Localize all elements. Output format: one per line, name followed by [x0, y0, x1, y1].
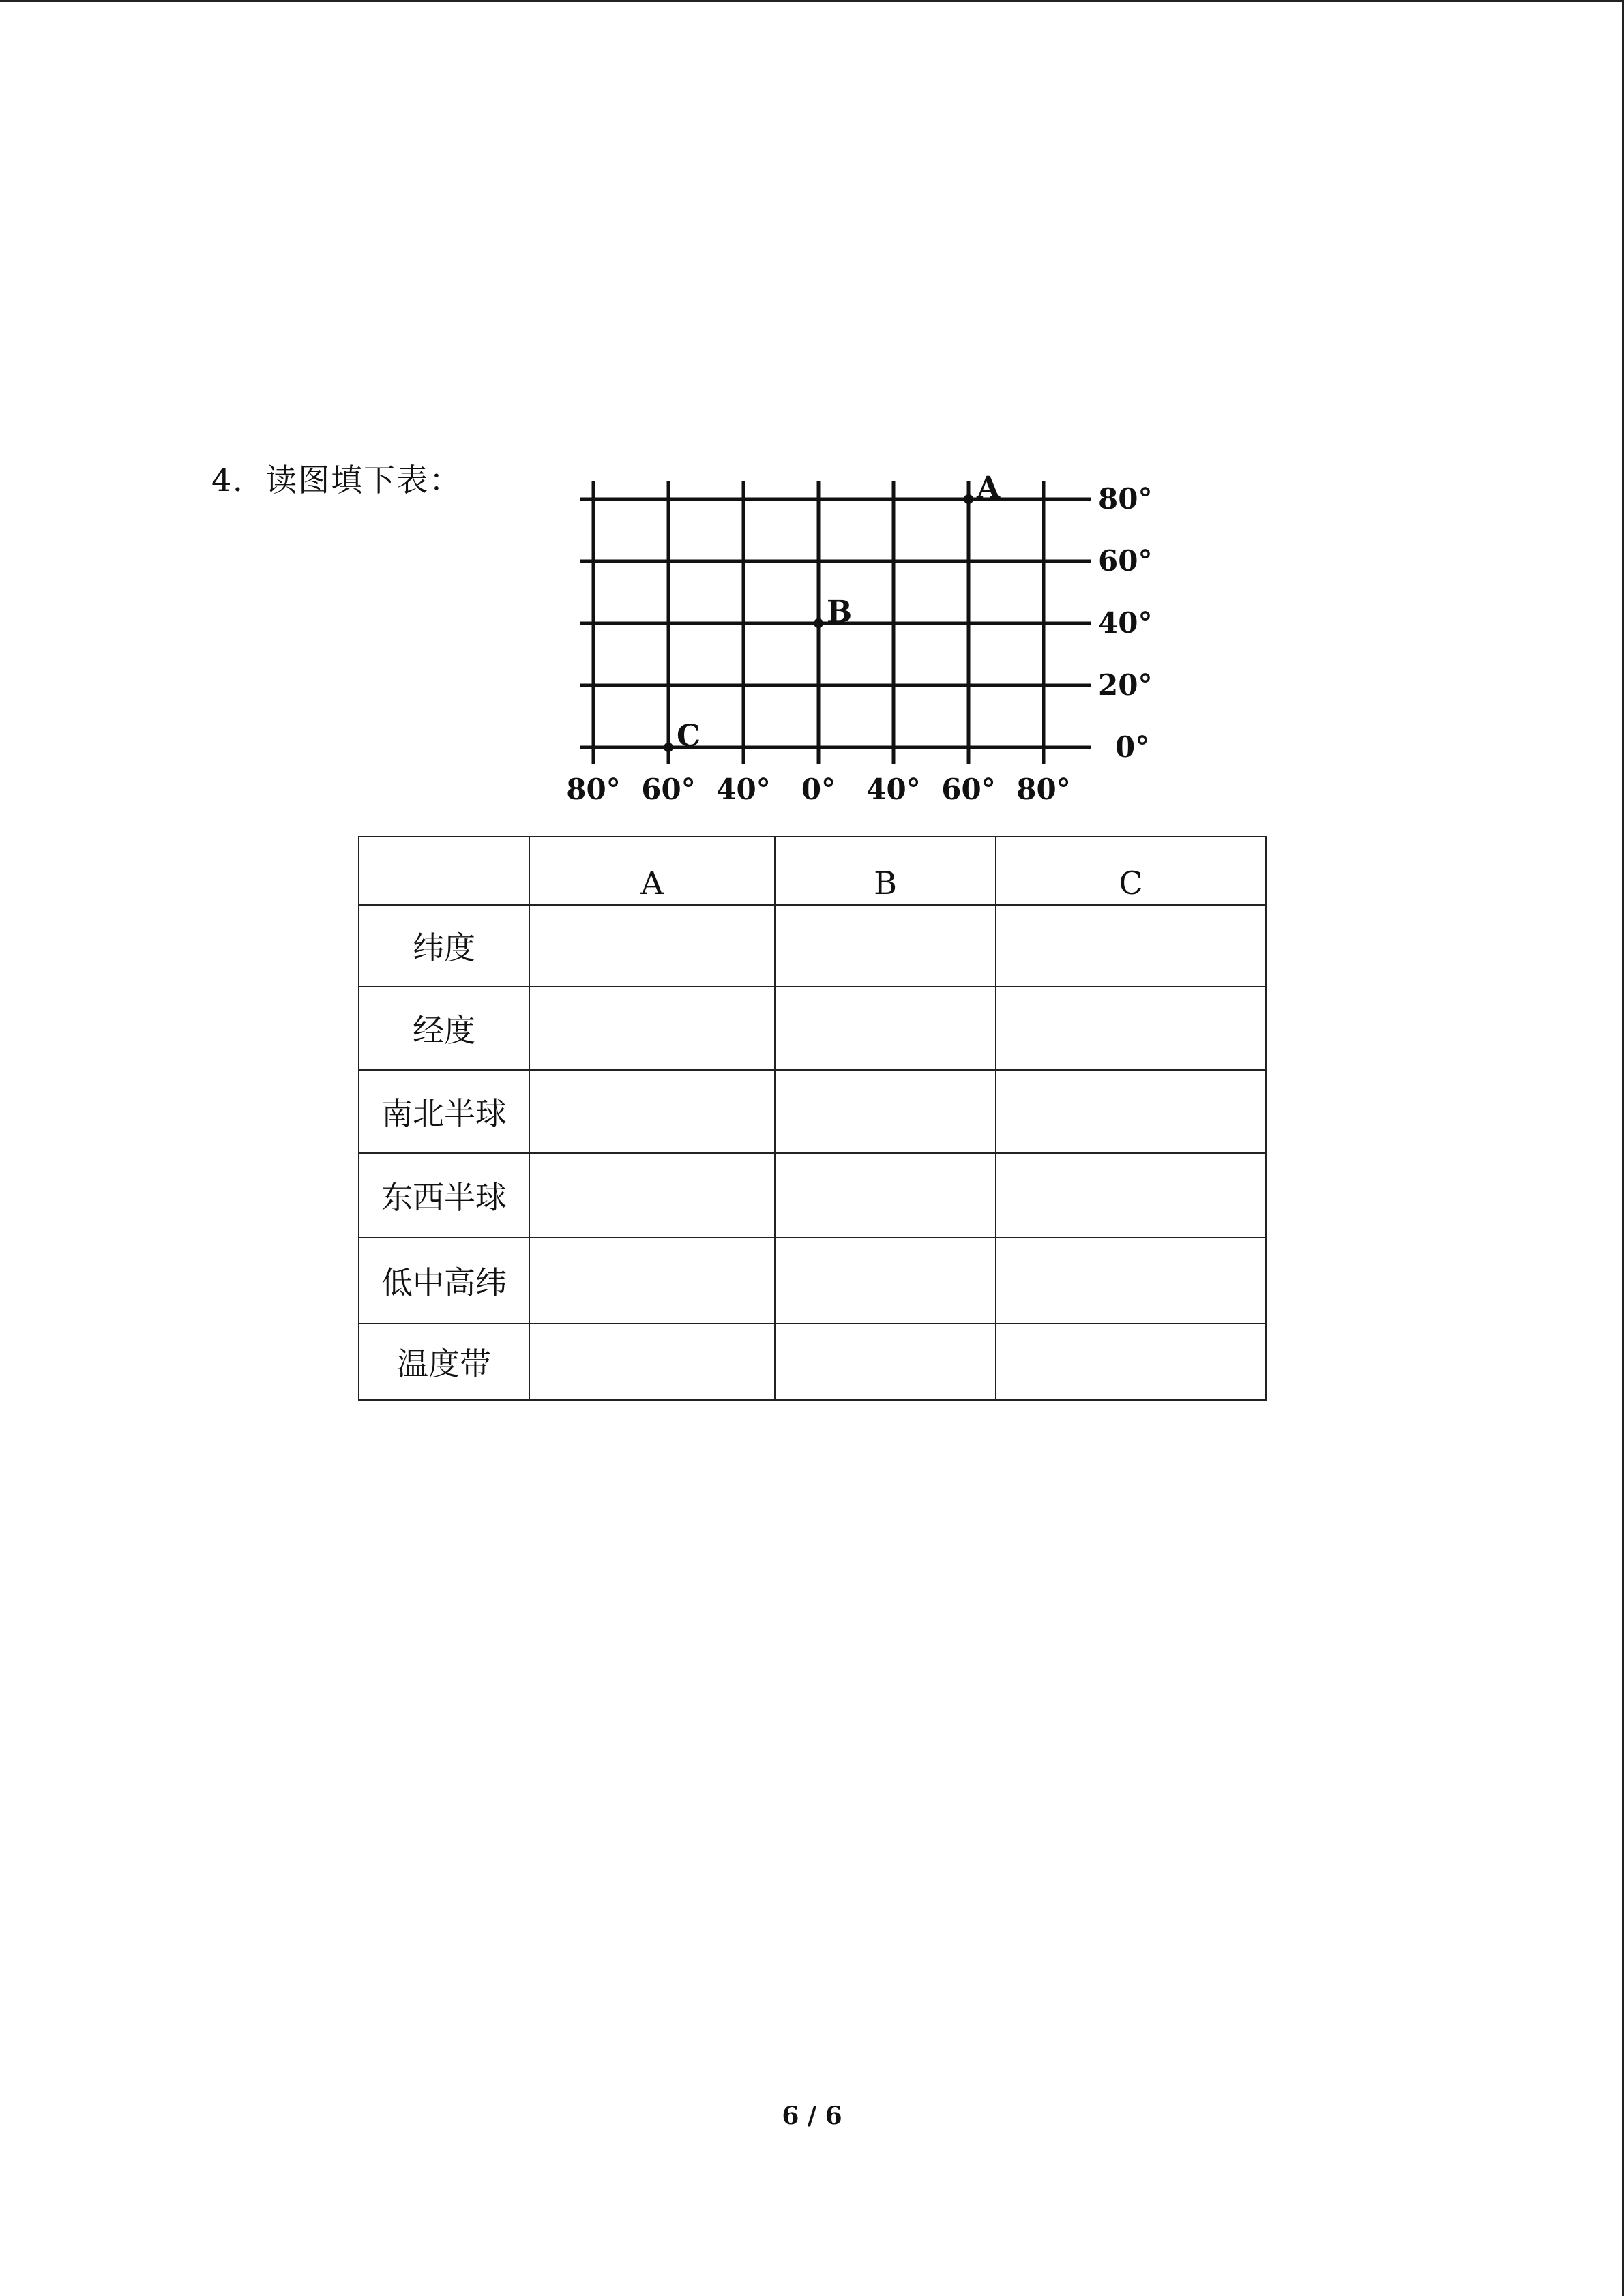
answer-cell[interactable]	[996, 1238, 1266, 1324]
answer-cell[interactable]	[775, 1153, 996, 1238]
answer-cell[interactable]	[775, 987, 996, 1070]
table-row	[359, 905, 1266, 987]
longitude-label: 40°	[866, 773, 921, 806]
answer-cell[interactable]	[996, 1324, 1266, 1400]
question-text: 4．读图填下表：	[211, 462, 462, 498]
answer-cell[interactable]	[996, 1070, 1266, 1153]
table-row	[359, 1324, 1266, 1400]
row-label: 温度带	[359, 1324, 529, 1400]
answer-cell[interactable]	[529, 987, 775, 1070]
latitude-label: 80°	[1098, 482, 1153, 516]
longitude-label: 80°	[1016, 773, 1071, 806]
longitude-label: 60°	[641, 773, 696, 806]
latitude-label: 20°	[1098, 668, 1153, 702]
point-a-marker	[964, 494, 973, 504]
point-c-label: C	[677, 719, 701, 754]
table-header-cell	[359, 837, 529, 905]
row-label: 经度	[359, 987, 529, 1070]
row-label: 低中高纬	[359, 1238, 529, 1324]
latitude-label: 40°	[1098, 606, 1153, 640]
row-label: 纬度	[359, 905, 529, 987]
answer-cell[interactable]	[996, 905, 1266, 987]
table-header-cell: B	[775, 837, 996, 905]
table-row	[359, 987, 1266, 1070]
longitude-label: 0°	[801, 773, 836, 806]
answer-table	[358, 836, 1267, 1401]
longitude-label: 60°	[941, 773, 996, 806]
table-header-row	[359, 837, 1266, 905]
answer-cell[interactable]	[775, 1238, 996, 1324]
answer-cell[interactable]	[775, 905, 996, 987]
latitude-label: 0°	[1115, 730, 1150, 764]
point-b-marker	[814, 618, 823, 628]
page-number: 6 / 6	[782, 2102, 842, 2130]
point-a-label: A	[977, 471, 1001, 505]
answer-cell[interactable]	[529, 1070, 775, 1153]
table-header-cell: A	[529, 837, 775, 905]
answer-cell[interactable]	[775, 1324, 996, 1400]
answer-cell[interactable]	[529, 905, 775, 987]
point-c-marker	[664, 743, 673, 752]
answer-cell[interactable]	[529, 1324, 775, 1400]
table-row	[359, 1070, 1266, 1153]
lat-lon-grid-figure	[532, 471, 1160, 829]
answer-cell[interactable]	[775, 1070, 996, 1153]
latitude-label: 60°	[1098, 544, 1153, 578]
grid-diagram	[532, 471, 1160, 829]
longitude-label: 80°	[566, 773, 621, 806]
answer-cell[interactable]	[529, 1238, 775, 1324]
page-top-border	[0, 0, 1624, 2]
table-header-cell: C	[996, 837, 1266, 905]
answer-cell[interactable]	[996, 1153, 1266, 1238]
row-label: 东西半球	[359, 1153, 529, 1238]
answer-cell[interactable]	[529, 1153, 775, 1238]
point-b-label: B	[827, 595, 853, 629]
row-label: 南北半球	[359, 1070, 529, 1153]
table-row	[359, 1238, 1266, 1324]
answer-cell[interactable]	[996, 987, 1266, 1070]
longitude-label: 40°	[716, 773, 771, 806]
table-row	[359, 1153, 1266, 1238]
